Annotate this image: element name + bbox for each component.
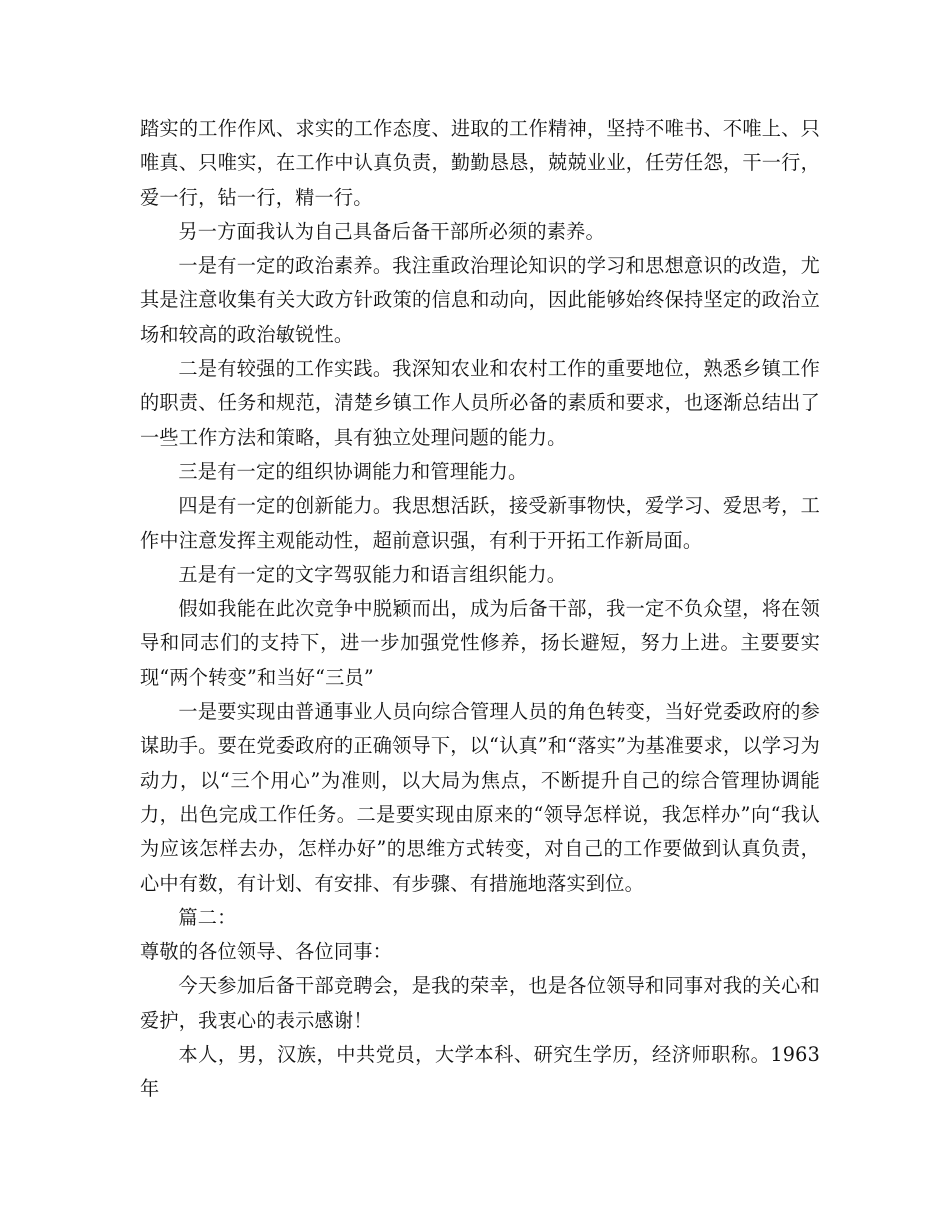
paragraph: 二是有较强的工作实践。我深知农业和农村工作的重要地位，熟悉乡镇工作的职责、任务和规范，清楚乡镇工作人员所必备的素质和要求，也逐渐总结出了一些工作方法和策略，具有独立处理问题的能力。 bbox=[140, 357, 820, 449]
salutation: 尊敬的各位领导、各位同事： bbox=[140, 940, 393, 964]
paragraph: 本人，男，汉族，中共党员，大学本科、研究生学历，经济师职称。1963年 bbox=[140, 1043, 820, 1101]
paragraph: 五是有一定的文字驾驭能力和语言组织能力。 bbox=[178, 562, 567, 586]
section-heading: 篇二： bbox=[178, 905, 237, 929]
paragraph: 假如我能在此次竞争中脱颖而出，成为后备干部，我一定不负众望，将在领导和同志们的支持下，进一步加强党性修养，扬长避短，努力上进。主要要实现“两个转变”和当好“三员” bbox=[140, 597, 820, 689]
paragraph: 踏实的工作作风、求实的工作态度、进取的工作精神，坚持不唯书、不唯上、只唯真、只唯实，在工作中认真负责，勤勤恳恳，兢兢业业，任劳任怨，干一行，爱一行，钻一行，精一行。 bbox=[140, 117, 820, 209]
paragraph: 四是有一定的创新能力。我思想活跃，接受新事物快，爱学习、爱思考，工作中注意发挥主观能动性，超前意识强，有利于开拓工作新局面。 bbox=[140, 494, 820, 552]
paragraph: 一是要实现由普通事业人员向综合管理人员的角色转变，当好党委政府的参谋助手。要在党委政府的正确领导下，以“认真”和“落实”为基准要求，以学习为动力，以“三个用心”为准则，以大局为焦点，不断提升自己的综合管理协调能力，出色完成工作任务。二是要实现由原来的“领导怎样说，我怎样办”向“我认为应该怎样去办，怎样办好”的思维方式转变，对自己的工作要做到认真负责，心中有数，有计划、有安排、有步骤、有措施地落实到位。 bbox=[140, 700, 820, 895]
document-body bbox=[140, 112, 820, 1107]
paragraph: 三是有一定的组织协调能力和管理能力。 bbox=[178, 459, 528, 483]
paragraph: 一是有一定的政治素养。我注重政治理论知识的学习和思想意识的改造，尤其是注意收集有关大政方针政策的信息和动向，因此能够始终保持坚定的政治立场和较高的政治敏锐性。 bbox=[140, 254, 820, 346]
paragraph: 另一方面我认为自己具备后备干部所必须的素养。 bbox=[178, 219, 605, 243]
paragraph: 今天参加后备干部竞聘会，是我的荣幸，也是各位领导和同事对我的关心和爱护，我衷心的表示感谢！ bbox=[140, 974, 820, 1032]
